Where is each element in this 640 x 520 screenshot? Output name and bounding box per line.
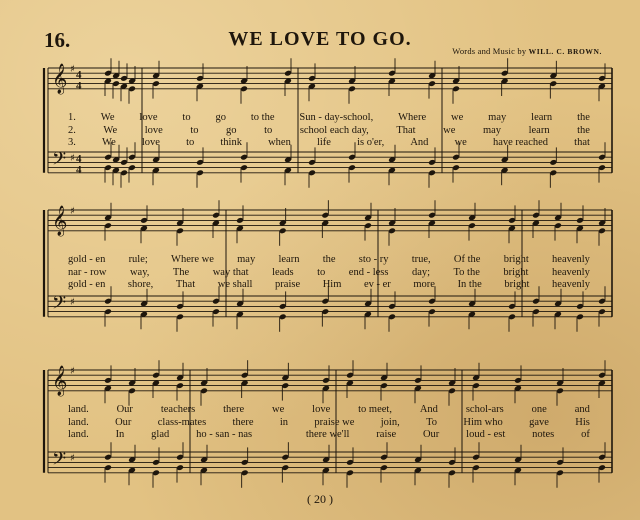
lyric-syllable: raise bbox=[376, 429, 397, 440]
lyric-syllable: gave bbox=[529, 416, 549, 428]
lyric-syllable: go bbox=[215, 112, 226, 123]
lyric-syllable: bright bbox=[503, 266, 529, 278]
page-number: ( 20 ) bbox=[307, 492, 333, 506]
lyric-syllable: shore, bbox=[127, 279, 154, 290]
lyric-syllable: And bbox=[419, 404, 438, 415]
lyric-syllable: to bbox=[317, 266, 326, 278]
lyric-syllable: loud - est bbox=[466, 429, 506, 440]
lyric-syllable: the bbox=[322, 254, 336, 265]
lyric-syllable: love bbox=[144, 124, 163, 136]
bass-clef: 𝄢 bbox=[52, 293, 67, 318]
lyric-syllable: land. bbox=[68, 429, 89, 440]
lyric-syllable: heavenly bbox=[552, 254, 590, 265]
hymn-title: WE LOVE TO GO. bbox=[228, 28, 412, 50]
lyric-syllable: go bbox=[226, 124, 237, 136]
lyric-syllable: praise we bbox=[314, 416, 355, 428]
lyric-syllable: learn bbox=[278, 254, 300, 265]
verse-number: 2. bbox=[68, 124, 76, 136]
lyric-syllable: to the bbox=[250, 112, 275, 123]
lyric-syllable: in bbox=[279, 416, 289, 428]
key-signature-sharp: ♯ bbox=[70, 206, 75, 217]
lyric-line bbox=[68, 404, 590, 415]
attribution-prefix: Words and Music by bbox=[452, 46, 527, 56]
lyric-syllable: Him bbox=[322, 279, 342, 290]
lyric-line bbox=[68, 267, 590, 278]
lyric-line bbox=[68, 254, 590, 265]
lyric-syllable: We bbox=[102, 137, 116, 148]
hymn-number: 16. bbox=[44, 28, 71, 52]
verse-number: 3. bbox=[68, 137, 76, 148]
lyric-line bbox=[68, 112, 590, 123]
time-signature: 4 bbox=[76, 80, 82, 92]
key-signature-sharp: ♯ bbox=[70, 153, 75, 164]
lyric-syllable: Of the bbox=[453, 254, 481, 265]
lyric-syllable: Our bbox=[422, 429, 440, 440]
lyric-syllable: bright bbox=[504, 279, 530, 290]
lyric-syllable: to bbox=[264, 124, 273, 136]
lyric-syllable: rule; bbox=[128, 254, 148, 265]
lyric-syllable: land. bbox=[68, 404, 89, 415]
lyric-syllable: true, bbox=[411, 254, 431, 265]
lyric-syllable: And bbox=[410, 137, 429, 148]
key-signature-sharp: ♯ bbox=[70, 297, 75, 308]
lyric-syllable: Our bbox=[116, 404, 133, 415]
treble-clef: 𝄞 bbox=[52, 366, 68, 396]
lyric-syllable: Where we bbox=[171, 254, 214, 265]
lyric-syllable: In bbox=[115, 429, 125, 440]
lyric-syllable: Our bbox=[115, 416, 132, 428]
lyric-syllable: way that bbox=[212, 266, 249, 278]
lyric-syllable: heavenly bbox=[552, 279, 590, 290]
lyric-syllable: day; bbox=[411, 266, 431, 278]
lyric-syllable: think bbox=[220, 137, 242, 148]
lyric-syllable: learn bbox=[528, 124, 550, 136]
lyric-syllable: ev - er bbox=[363, 279, 391, 290]
lyric-syllable: teachers bbox=[160, 404, 196, 415]
lyric-syllable: The bbox=[172, 266, 190, 278]
lyric-syllable: We bbox=[100, 112, 115, 123]
lyric-syllable: we bbox=[454, 137, 467, 148]
key-signature-sharp: ♯ bbox=[70, 366, 75, 377]
lyric-syllable: may bbox=[488, 112, 507, 123]
lyric-syllable: life bbox=[316, 137, 331, 148]
lyric-syllable: Sun - day-school, bbox=[299, 112, 374, 123]
lyric-syllable: more bbox=[413, 279, 435, 290]
bass-clef: 𝄢 bbox=[52, 449, 67, 474]
lyric-syllable: leads bbox=[272, 266, 294, 278]
lyric-syllable: to bbox=[190, 124, 199, 136]
lyric-syllable: love bbox=[141, 137, 160, 148]
composer-name: WILL. C. BROWN. bbox=[528, 47, 602, 56]
lyric-syllable: there bbox=[223, 404, 245, 415]
lyric-syllable: there bbox=[232, 416, 254, 428]
lyric-syllable: we bbox=[443, 124, 456, 136]
lyric-syllable: praise bbox=[275, 279, 301, 290]
treble-clef: 𝄞 bbox=[52, 64, 68, 94]
lyric-syllable: and bbox=[574, 404, 590, 415]
lyric-syllable: school each day, bbox=[299, 124, 369, 136]
lyric-syllable: there we'll bbox=[305, 429, 350, 440]
lyric-syllable: love bbox=[312, 404, 331, 415]
lyric-syllable: of bbox=[581, 429, 590, 440]
lyric-syllable: That bbox=[396, 124, 416, 136]
lyric-syllable: ho - san - nas bbox=[196, 429, 253, 440]
time-signature: 4 bbox=[76, 69, 82, 81]
lyric-syllable: may bbox=[482, 124, 502, 136]
lyric-syllable: sto - ry bbox=[358, 254, 389, 265]
lyric-syllable: love bbox=[139, 112, 158, 123]
lyric-line bbox=[68, 137, 590, 148]
lyric-syllable: one bbox=[531, 404, 547, 415]
verse-number: 1. bbox=[68, 112, 76, 123]
lyric-line bbox=[68, 429, 590, 440]
time-signature: 4 bbox=[76, 153, 82, 165]
lyric-syllable: nar - row bbox=[68, 266, 107, 278]
bass-clef: 𝄢 bbox=[52, 149, 67, 174]
lyric-syllable: that bbox=[574, 137, 590, 148]
lyric-syllable: we shall bbox=[217, 279, 253, 290]
lyric-syllable: when bbox=[268, 137, 291, 148]
lyric-syllable: In the bbox=[457, 279, 482, 290]
lyric-line bbox=[68, 125, 590, 136]
lyric-syllable: end - less bbox=[348, 266, 389, 278]
lyric-syllable: Where bbox=[398, 112, 427, 123]
lyric-syllable: To bbox=[426, 416, 437, 428]
lyric-syllable: have reached bbox=[492, 137, 549, 148]
lyric-syllable: the bbox=[577, 112, 590, 123]
lyric-syllable: we bbox=[451, 112, 464, 123]
lyric-syllable: class-mates bbox=[157, 416, 207, 428]
lyric-syllable: learn bbox=[531, 112, 553, 123]
lyric-line bbox=[68, 417, 590, 428]
lyric-syllable: schol-ars bbox=[465, 404, 504, 415]
lyric-syllable: join, bbox=[380, 416, 400, 428]
lyric-syllable: way, bbox=[129, 266, 150, 278]
lyric-syllable: His bbox=[575, 416, 590, 428]
lyric-syllable: heavenly bbox=[551, 266, 590, 278]
lyric-syllable: We bbox=[103, 124, 118, 136]
treble-clef: 𝄞 bbox=[52, 206, 68, 236]
lyric-syllable: may bbox=[237, 254, 256, 265]
lyric-syllable: gold - en bbox=[68, 254, 106, 265]
lyric-syllable: bright bbox=[503, 254, 529, 265]
lyric-syllable: the bbox=[577, 124, 590, 136]
lyric-syllable: we bbox=[272, 404, 285, 415]
lyric-syllable: to meet, bbox=[358, 404, 392, 415]
lyric-syllable: Him who bbox=[463, 416, 503, 428]
lyric-syllable: That bbox=[175, 279, 196, 290]
lyric-syllable: to bbox=[182, 112, 191, 123]
time-signature: 4 bbox=[76, 164, 82, 176]
lyric-syllable: gold - en bbox=[68, 279, 106, 290]
key-signature-sharp: ♯ bbox=[70, 64, 75, 75]
lyric-syllable: to bbox=[186, 137, 195, 148]
key-signature-sharp: ♯ bbox=[70, 453, 75, 464]
lyric-syllable: is o'er, bbox=[357, 137, 385, 148]
lyric-line bbox=[68, 279, 590, 290]
lyric-syllable: To the bbox=[453, 266, 480, 278]
lyric-syllable: land. bbox=[68, 416, 89, 428]
lyric-syllable: notes bbox=[532, 429, 555, 440]
lyric-syllable: glad bbox=[151, 429, 170, 440]
